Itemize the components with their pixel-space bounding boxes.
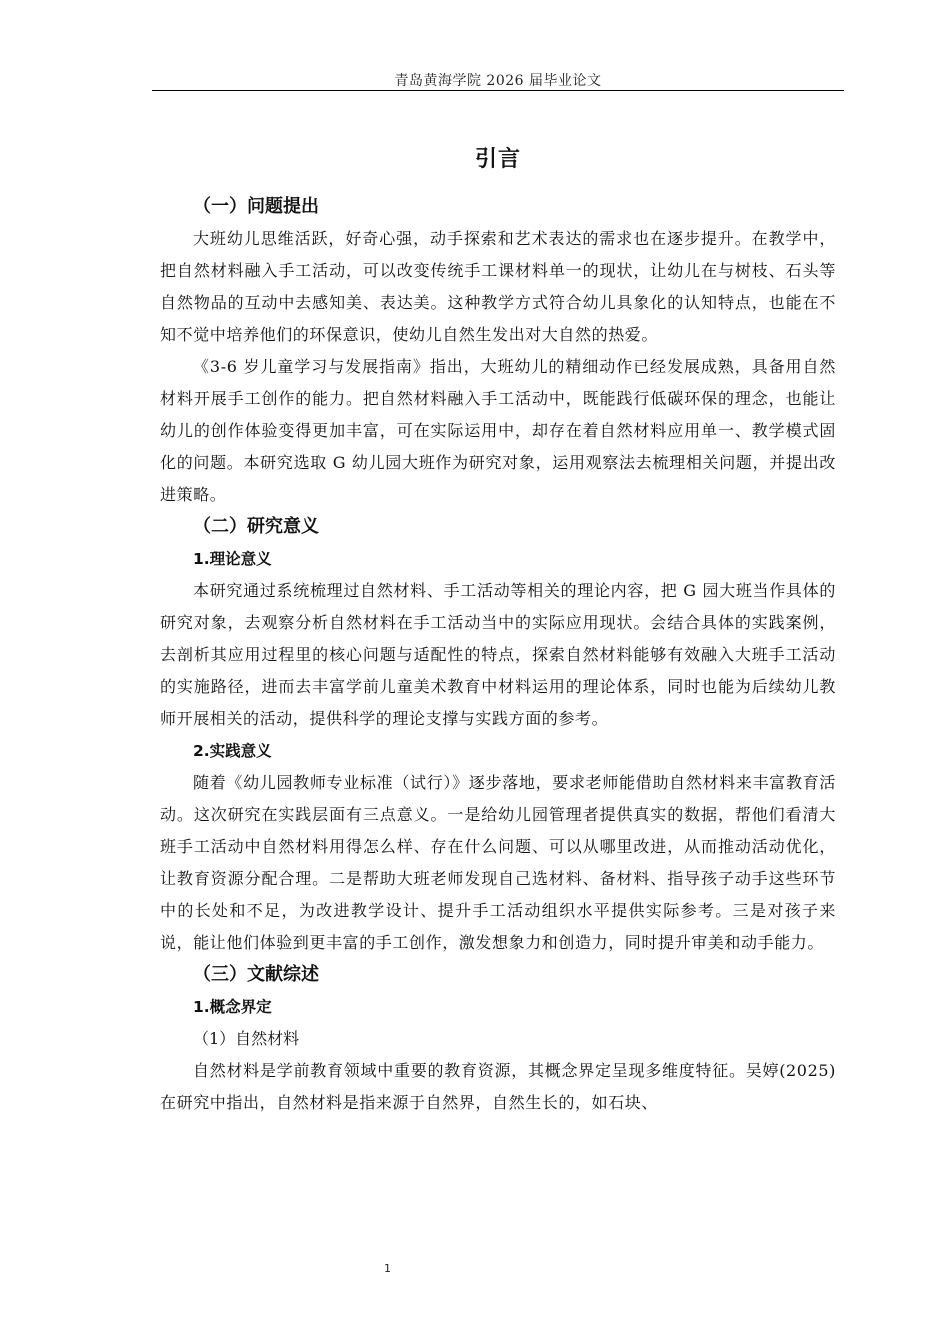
page-content [160,130,836,1119]
paragraph: 自然材料是学前教育领域中重要的教育资源，其概念界定呈现多维度特征。吴婷(2025)在研究中指出，自然材料是指来源于自然界，自然生长的，如石块、 [160,1061,836,1112]
subsection-heading-theory: 1.理论意义 [193,550,272,568]
paragraph: 《3-6 岁儿童学习与发展指南》指出，大班幼儿的精细动作已经发展成熟，具备用自然材料开展手工创作的能力。把自然材料融入手工活动中，既能践行低碳环保的理念，也能让幼儿的创作体验变得更加丰富，可在实际运用中，却存在着自然材料应用单一、教学模式固化的问题。本研究选取 G 幼儿园大班作为研究对象，运用观察法去梳理相关问题，并提出改进策略。 [160,357,836,504]
page-title: 引言 [474,147,521,172]
header-rule [152,90,844,91]
subsection-heading-concepts: 1.概念界定 [193,998,272,1016]
paragraph: 大班幼儿思维活跃，好奇心强，动手探索和艺术表达的需求也在逐步提升。在教学中，把自然材料融入手工活动，可以改变传统手工课材料单一的现状，让幼儿在与树枝、石头等自然物品的互动中去感知美、表达美。这种教学方式符合幼儿具象化的认知特点，也能在不知不觉中培养他们的环保意识，使幼儿自然生发出对大自然的热爱。 [160,229,836,344]
subsection-heading-practice: 2.实践意义 [193,742,272,760]
paragraph: 本研究通过系统梳理过自然材料、手工活动等相关的理论内容，把 G 园大班当作具体的研究对象，去观察分析自然材料在手工活动当中的实际应用现状。会结合具体的实践案例，去剖析其应用过程里的核心问题与适配性的特点，探索自然材料能够有效融入大班手工活动的实施路径，进而去丰富学前儿童美术教育中材料运用的理论体系，同时也能为后续幼儿教师开展相关的活动，提供科学的理论支撑与实践方面的参考。 [160,581,836,728]
page-number: 1 [384,1262,391,1275]
paragraph: 随着《幼儿园教师专业标准（试行）》逐步落地，要求老师能借助自然材料来丰富教育活动。这次研究在实践层面有三点意义。一是给幼儿园管理者提供真实的数据，帮他们看清大班手工活动中自然材料用得怎么样、存在什么问题、可以从哪里改进，从而推动活动优化，让教育资源分配合理。二是帮助大班老师发现自己选材料、备材料、指导孩子动手这些环节中的长处和不足，为改进教学设计、提升手工活动组织水平提供实际参考。三是对孩子来说，能让他们体验到更丰富的手工创作，激发想象力和创造力，同时提升审美和动手能力。 [160,773,836,952]
item-heading-natural-materials: （1）自然材料 [193,1029,300,1048]
running-header: 青岛黄海学院 2026 届毕业论文 [394,73,602,89]
section-heading-significance: （二）研究意义 [193,516,319,537]
section-heading-literature: （三）文献综述 [193,964,319,985]
section-heading-problem: （一）问题提出 [193,196,319,217]
